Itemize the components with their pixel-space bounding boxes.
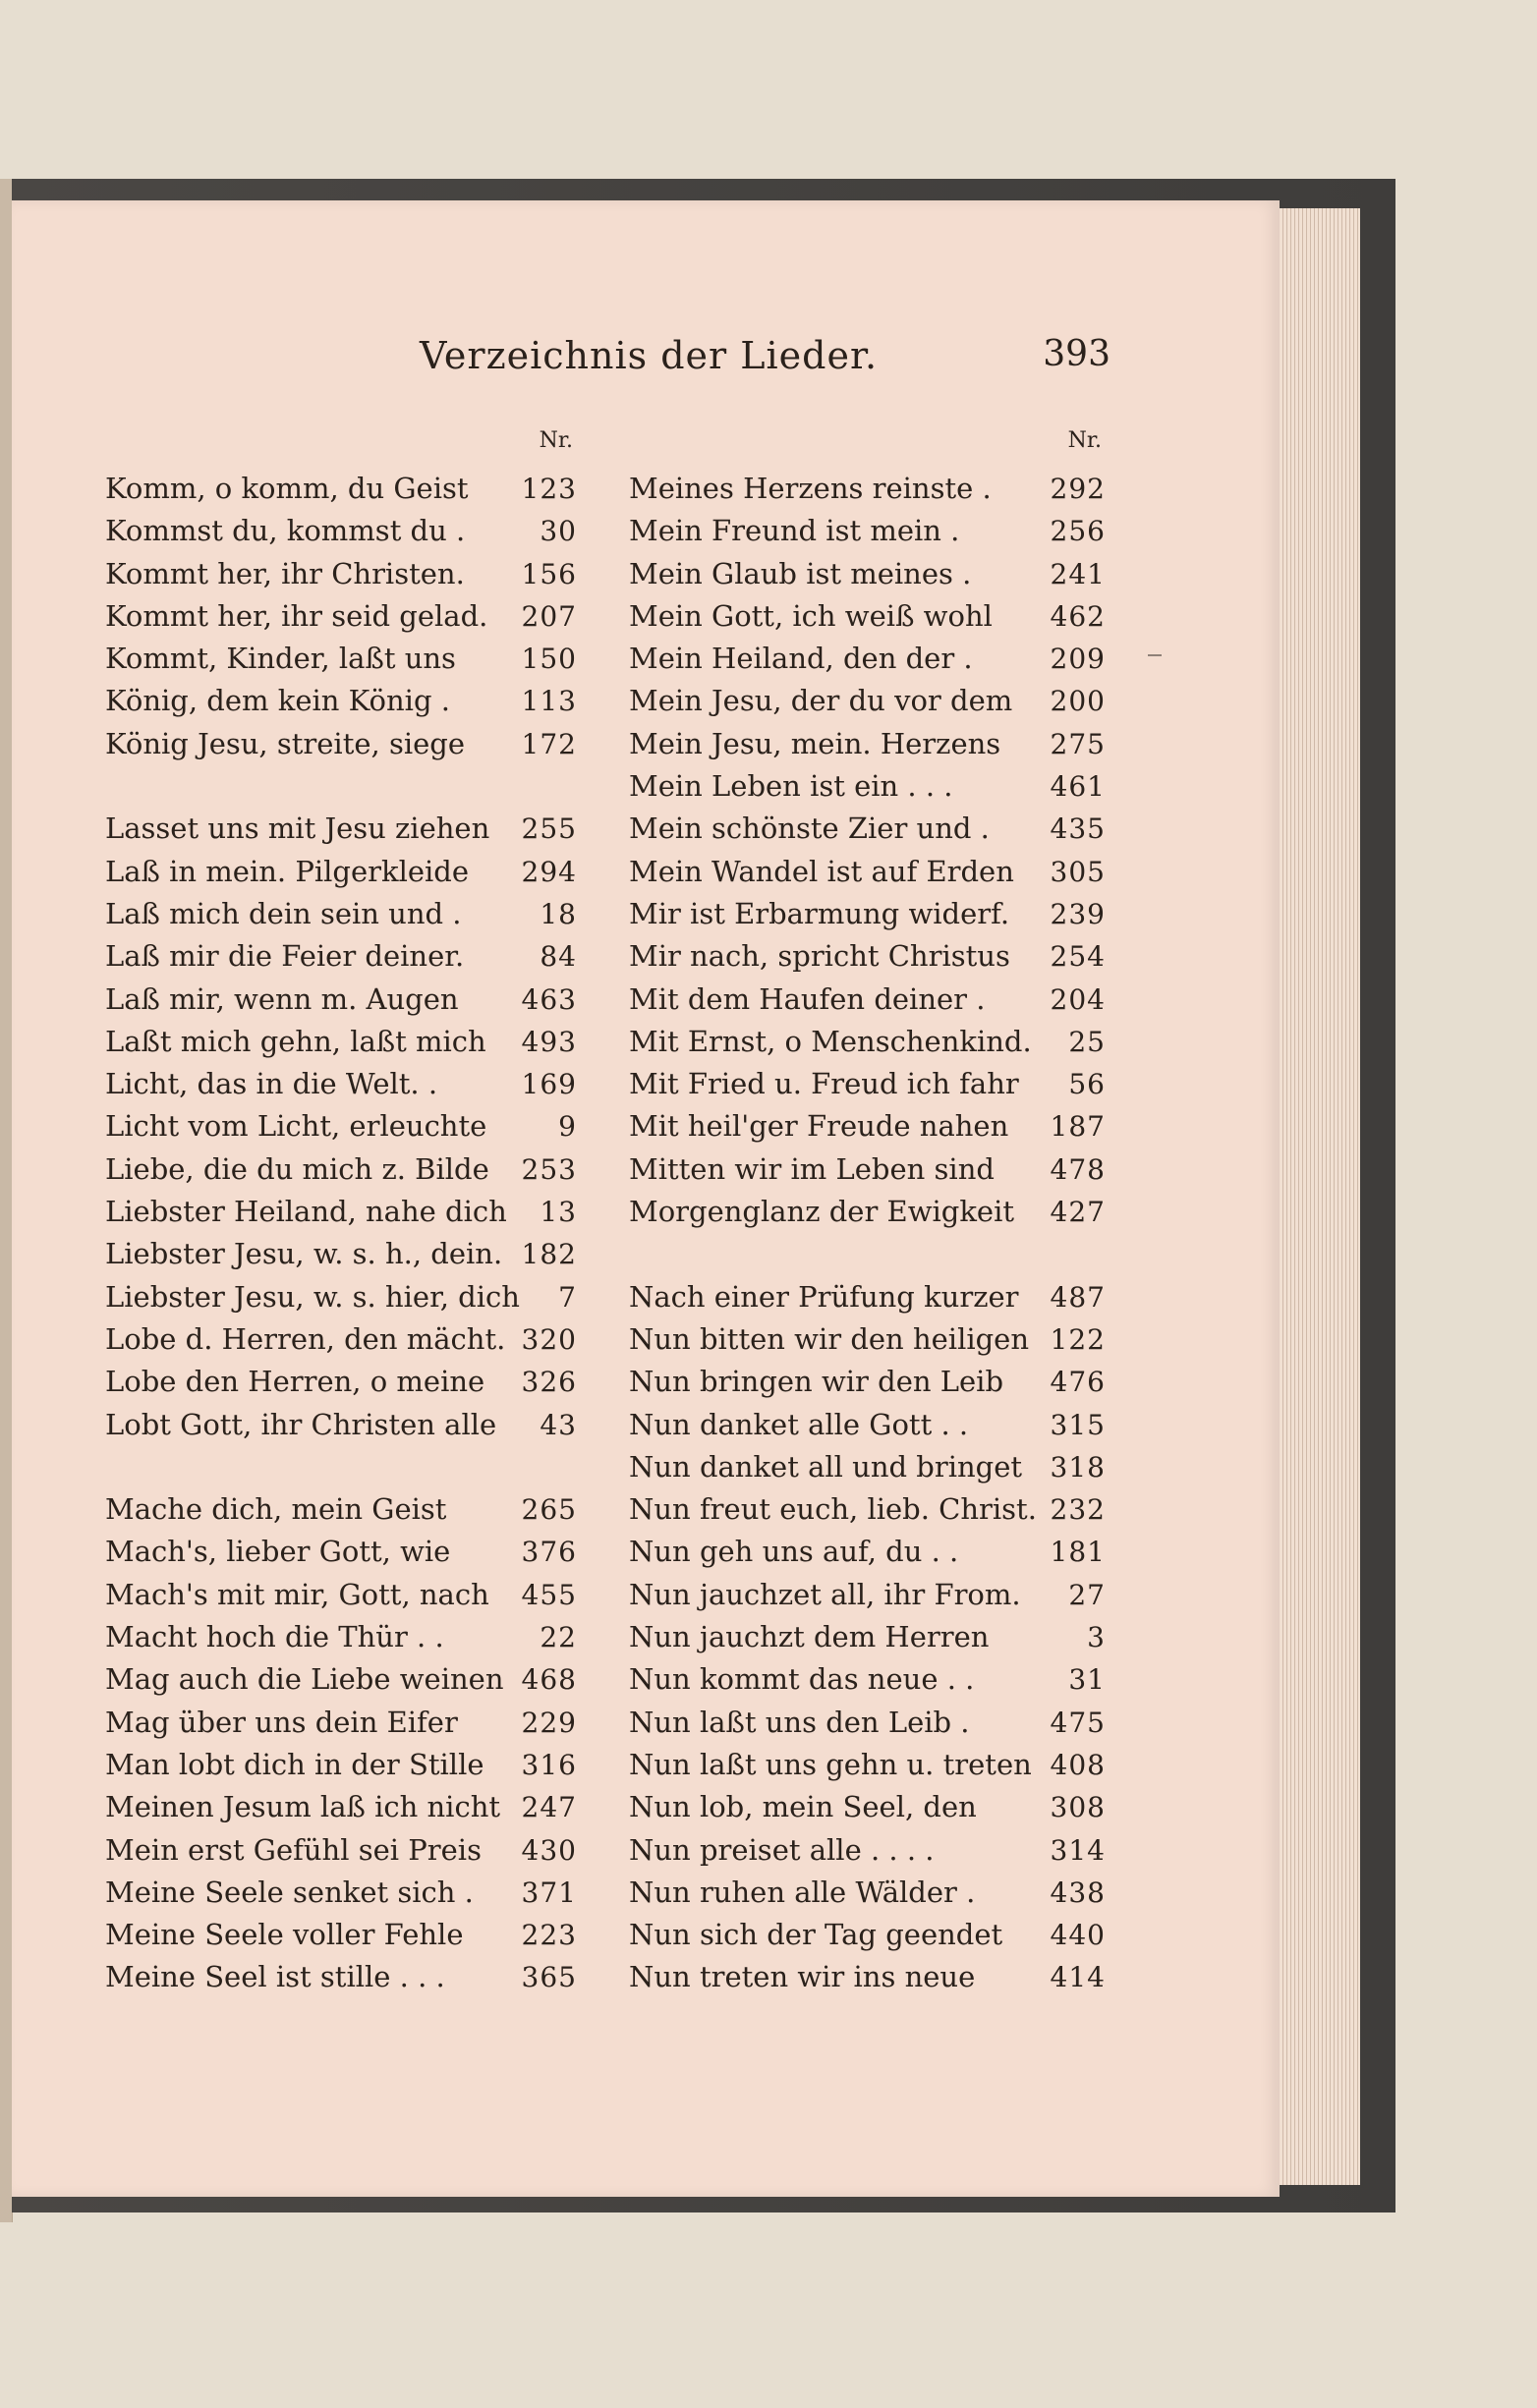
- hymn-title: Licht, das in die Welt. .: [105, 1067, 438, 1101]
- hymn-number: 43: [540, 1408, 577, 1441]
- hymn-number: 13: [540, 1196, 577, 1229]
- hymn-number: 320: [521, 1322, 577, 1356]
- index-entry: [105, 1488, 577, 1531]
- index-entry: [105, 1531, 577, 1573]
- hymn-number: 255: [521, 812, 577, 846]
- index-entry: [105, 851, 577, 893]
- hymn-title: Nun bitten wir den heiligen: [629, 1321, 1030, 1356]
- hymn-title: Nun freut euch, lieb. Christ.: [629, 1492, 1037, 1527]
- margin-mark: [1148, 654, 1162, 656]
- index-entry: [105, 1021, 577, 1063]
- hymn-number: 56: [1068, 1068, 1106, 1101]
- index-entry: [105, 723, 577, 765]
- hymn-title: Lobt Gott, ihr Christen alle: [105, 1407, 497, 1441]
- hymn-number: 113: [521, 685, 577, 718]
- index-entry: [105, 1616, 577, 1658]
- index-entry: [629, 553, 1106, 595]
- hymn-number: 305: [1050, 855, 1106, 888]
- index-entry: [105, 1744, 577, 1786]
- hymn-title: Liebe, die du mich z. Bilde: [105, 1151, 489, 1186]
- index-entry: [105, 680, 577, 722]
- index-entry: [629, 935, 1106, 978]
- index-entry: [629, 1105, 1106, 1148]
- index-entry: [629, 680, 1106, 722]
- hymn-title: Laß mir, wenn m. Augen: [105, 981, 459, 1016]
- hymn-title: Kommt, Kinder, laßt uns: [105, 642, 456, 676]
- index-entry: [105, 510, 577, 552]
- index-entry: [105, 1956, 577, 1998]
- index-entry: [629, 1744, 1106, 1786]
- page-header: [295, 334, 1110, 385]
- index-entry: [629, 1148, 1106, 1191]
- index-entry: [629, 1276, 1106, 1318]
- index-entry: [105, 893, 577, 935]
- index-entry: [105, 1914, 577, 1956]
- index-entry: [629, 1872, 1106, 1914]
- index-entry: [105, 1191, 577, 1233]
- hymn-number: 376: [521, 1536, 577, 1569]
- hymn-title: König Jesu, streite, siege: [105, 726, 465, 760]
- index-entry: [105, 1105, 577, 1148]
- index-entry: [629, 851, 1106, 893]
- index-entry: [105, 935, 577, 978]
- hymn-title: Nun laßt uns den Leib .: [629, 1705, 970, 1739]
- index-entry: [629, 808, 1106, 850]
- hymn-number: 239: [1050, 897, 1106, 930]
- index-entry: [105, 979, 577, 1021]
- hymn-number: 187: [1050, 1110, 1106, 1144]
- hymn-number: 371: [521, 1876, 577, 1909]
- hymn-number: 223: [521, 1919, 577, 1952]
- hymn-number: 22: [540, 1621, 577, 1654]
- index-entry: [105, 1786, 577, 1828]
- hymn-title: Mag über uns dein Eifer: [105, 1705, 458, 1739]
- index-entry: [629, 1956, 1106, 1998]
- hymn-title: Meine Seele senket sich .: [105, 1875, 474, 1909]
- hymn-title: Meine Seel ist stille . . .: [105, 1960, 445, 1994]
- hymn-number: 438: [1050, 1876, 1106, 1909]
- index-column-right: [629, 428, 1106, 1999]
- hymn-title: Mein schönste Zier und .: [629, 812, 990, 846]
- hymn-title: Morgenglanz der Ewigkeit: [629, 1195, 1015, 1229]
- index-entry: [105, 1063, 577, 1105]
- hymn-title: Mein Glaub ist meines .: [629, 556, 972, 590]
- hymn-title: Lobe d. Herren, den mächt.: [105, 1321, 506, 1356]
- hymn-title: Mein Jesu, der du vor dem: [629, 684, 1013, 718]
- hymn-title: Mir ist Erbarmung widerf.: [629, 896, 1010, 930]
- hymn-number: 455: [521, 1578, 577, 1611]
- page-title: Verzeichnis der Lieder.: [419, 334, 879, 377]
- index-entry: [105, 1872, 577, 1914]
- hymn-number: 265: [521, 1493, 577, 1527]
- index-entry: [105, 638, 577, 680]
- index-entry: [105, 1574, 577, 1616]
- nr-column-label: Nr.: [1067, 428, 1102, 453]
- hymn-title: Nun ruhen alle Wälder .: [629, 1875, 976, 1909]
- index-entry: [105, 1361, 577, 1403]
- hymn-title: Mache dich, mein Geist: [105, 1492, 447, 1527]
- hymn-title: Laß mir die Feier deiner.: [105, 939, 465, 974]
- hymn-title: Lasset uns mit Jesu ziehen: [105, 812, 490, 846]
- hymn-title: Meine Seele voller Fehle: [105, 1918, 464, 1952]
- hymn-title: Mein Wandel ist auf Erden: [629, 854, 1014, 888]
- index-entry: [629, 1361, 1106, 1403]
- index-entry: [105, 1276, 577, 1318]
- hymn-title: Mir nach, spricht Christus: [629, 939, 1010, 974]
- hymn-number: 294: [521, 855, 577, 888]
- hymn-title: Nun jauchzet all, ihr From.: [629, 1577, 1021, 1611]
- index-entry: [105, 1148, 577, 1191]
- hymn-title: Laß mich dein sein und .: [105, 896, 462, 930]
- hymn-number: 241: [1050, 557, 1106, 590]
- index-entry: [629, 979, 1106, 1021]
- hymn-title: Laß in mein. Pilgerkleide: [105, 854, 470, 888]
- hymn-number: 200: [1050, 685, 1106, 718]
- hymn-title: König, dem kein König .: [105, 684, 450, 718]
- hymn-number: 209: [1050, 643, 1106, 676]
- index-entry: [105, 1404, 577, 1446]
- hymn-number: 315: [1050, 1408, 1106, 1441]
- hymn-number: 430: [521, 1833, 577, 1867]
- hymn-number: 435: [1050, 812, 1106, 846]
- hymn-title: Nun treten wir ins neue: [629, 1960, 976, 1994]
- hymn-title: Man lobt dich in der Stille: [105, 1747, 484, 1781]
- index-entry: [629, 595, 1106, 638]
- hymn-number: 318: [1050, 1450, 1106, 1484]
- hymn-title: Nun preiset alle . . . .: [629, 1832, 935, 1867]
- hymn-title: Mein Heiland, den der .: [629, 642, 973, 676]
- hymn-title: Liebster Jesu, w. s. h., dein.: [105, 1237, 503, 1271]
- hymn-title: Meinen Jesum laß ich nicht: [105, 1790, 501, 1824]
- index-entry: [629, 893, 1106, 935]
- hymn-title: Lobe den Herren, o meine: [105, 1365, 485, 1399]
- hymn-title: Nun laßt uns gehn u. treten: [629, 1747, 1032, 1781]
- index-entry: [629, 1318, 1106, 1361]
- index-entry: [629, 765, 1106, 808]
- hymn-number: 478: [1050, 1152, 1106, 1186]
- hymn-number: 31: [1068, 1663, 1106, 1697]
- hymn-number: 207: [521, 599, 577, 633]
- hymn-number: 3: [1087, 1621, 1106, 1654]
- index-entry: [629, 1829, 1106, 1872]
- index-entry: [629, 1191, 1106, 1233]
- hymn-number: 461: [1050, 770, 1106, 804]
- hymn-number: 316: [521, 1748, 577, 1781]
- page-edges: [1280, 208, 1360, 2185]
- hymn-number: 468: [521, 1663, 577, 1697]
- hymn-number: 308: [1050, 1791, 1106, 1824]
- hymn-number: 27: [1068, 1578, 1106, 1611]
- hymn-number: 229: [521, 1706, 577, 1739]
- index-entry: [629, 1531, 1106, 1573]
- group-spacer: [105, 765, 577, 808]
- hymn-number: 253: [521, 1152, 577, 1186]
- hymn-number: 122: [1050, 1322, 1106, 1356]
- index-entry: [629, 1914, 1106, 1956]
- hymn-number: 18: [540, 897, 577, 930]
- hymn-number: 25: [1068, 1025, 1106, 1058]
- index-entry: [629, 1063, 1106, 1105]
- index-entry: [629, 468, 1106, 510]
- hymn-number: 254: [1050, 940, 1106, 974]
- index-entry: [105, 1318, 577, 1361]
- index-entry: [629, 723, 1106, 765]
- index-entry: [105, 808, 577, 850]
- index-entry: [629, 1446, 1106, 1488]
- hymn-number: 181: [1050, 1536, 1106, 1569]
- index-entry: [105, 1658, 577, 1701]
- hymn-title: Mit Fried u. Freud ich fahr: [629, 1067, 1019, 1101]
- hymn-number: 463: [521, 982, 577, 1016]
- hymn-number: 440: [1050, 1919, 1106, 1952]
- hymn-number: 414: [1050, 1961, 1106, 1994]
- hymn-number: 30: [540, 515, 577, 548]
- hymn-title: Nun lob, mein Seel, den: [629, 1790, 977, 1824]
- index-entry: [629, 638, 1106, 680]
- hymn-title: Mit dem Haufen deiner .: [629, 981, 986, 1016]
- hymn-title: Kommt her, ihr Christen.: [105, 556, 465, 590]
- index-entry: [629, 1616, 1106, 1658]
- index-column-left: [105, 428, 577, 1999]
- index-entry: [629, 1574, 1106, 1616]
- index-entry: [629, 1702, 1106, 1744]
- hymn-title: Nach einer Prüfung kurzer: [629, 1279, 1019, 1314]
- hymn-title: Kommt her, ihr seid gelad.: [105, 598, 488, 633]
- hymn-number: 326: [521, 1366, 577, 1399]
- hymn-title: Mein Leben ist ein . . .: [629, 769, 953, 804]
- hymn-title: Mein Gott, ich weiß wohl: [629, 598, 993, 633]
- index-entry: [629, 1658, 1106, 1701]
- hymn-title: Mit heil'ger Freude nahen: [629, 1109, 1009, 1144]
- hymn-title: Mitten wir im Leben sind: [629, 1151, 995, 1186]
- hymn-number: 256: [1050, 515, 1106, 548]
- index-entry: [105, 1829, 577, 1872]
- index-entry: [629, 1786, 1106, 1828]
- hymn-title: Liebster Jesu, w. s. hier, dich: [105, 1279, 520, 1314]
- index-entry: [629, 1021, 1106, 1063]
- hymn-title: Nun geh uns auf, du . .: [629, 1535, 959, 1569]
- index-entry: [629, 1488, 1106, 1531]
- hymn-title: Komm, o komm, du Geist: [105, 472, 469, 505]
- hymn-title: Nun sich der Tag geendet: [629, 1918, 1003, 1952]
- index-entry: [105, 1702, 577, 1744]
- hymn-number: 232: [1050, 1493, 1106, 1527]
- hymn-number: 7: [558, 1280, 577, 1314]
- hymn-number: 247: [521, 1791, 577, 1824]
- hymn-number: 182: [521, 1238, 577, 1271]
- hymn-title: Laßt mich gehn, laßt mich: [105, 1024, 486, 1058]
- page-number: 393: [1043, 334, 1110, 374]
- hymn-title: Nun danket all und bringet: [629, 1449, 1023, 1484]
- hymn-title: Nun jauchzt dem Herren: [629, 1620, 990, 1654]
- hymn-title: Licht vom Licht, erleuchte: [105, 1109, 487, 1144]
- hymn-title: Nun danket alle Gott . .: [629, 1407, 969, 1441]
- hymn-number: 314: [1050, 1833, 1106, 1867]
- group-spacer: [629, 1233, 1106, 1275]
- hymn-title: Macht hoch die Thür . .: [105, 1620, 444, 1654]
- hymn-number: 169: [521, 1068, 577, 1101]
- hymn-title: Nun bringen wir den Leib: [629, 1365, 1004, 1399]
- hymn-number: 84: [540, 940, 577, 974]
- hymn-number: 172: [521, 727, 577, 760]
- hymn-number: 292: [1050, 473, 1106, 505]
- hymn-number: 123: [521, 473, 577, 505]
- hymn-title: Mag auch die Liebe weinen: [105, 1662, 504, 1697]
- hymn-number: 475: [1050, 1706, 1106, 1739]
- hymn-title: Mein Freund ist mein .: [629, 514, 960, 548]
- hymn-number: 487: [1050, 1280, 1106, 1314]
- hymn-title: Mach's mit mir, Gott, nach: [105, 1577, 489, 1611]
- group-spacer: [105, 1446, 577, 1488]
- hymn-number: 156: [521, 557, 577, 590]
- hymn-title: Kommst du, kommst du .: [105, 514, 466, 548]
- hymn-title: Mit Ernst, o Menschenkind.: [629, 1024, 1032, 1058]
- hymn-title: Liebster Heiland, nahe dich: [105, 1195, 507, 1229]
- hymn-number: 275: [1050, 727, 1106, 760]
- hymn-title: Nun kommt das neue . .: [629, 1662, 975, 1697]
- hymn-number: 493: [521, 1025, 577, 1058]
- hymn-number: 204: [1050, 982, 1106, 1016]
- index-entry: [629, 1404, 1106, 1446]
- hymn-number: 462: [1050, 599, 1106, 633]
- nr-column-label: Nr.: [539, 428, 573, 453]
- hymn-number: 365: [521, 1961, 577, 1994]
- hymn-title: Mein Jesu, mein. Herzens: [629, 726, 1001, 760]
- hymn-number: 427: [1050, 1196, 1106, 1229]
- hymn-number: 9: [558, 1110, 577, 1144]
- index-entry: [105, 553, 577, 595]
- hymn-title: Mach's, lieber Gott, wie: [105, 1535, 451, 1569]
- index-entry: [105, 595, 577, 638]
- index-entry: [105, 1233, 577, 1275]
- index-entry: [629, 510, 1106, 552]
- hymn-number: 476: [1050, 1366, 1106, 1399]
- index-entry: [105, 468, 577, 510]
- hymn-title: Mein erst Gefühl sei Preis: [105, 1832, 482, 1867]
- hymn-number: 408: [1050, 1748, 1106, 1781]
- hymn-number: 150: [521, 643, 577, 676]
- hymn-title: Meines Herzens reinste .: [629, 472, 992, 505]
